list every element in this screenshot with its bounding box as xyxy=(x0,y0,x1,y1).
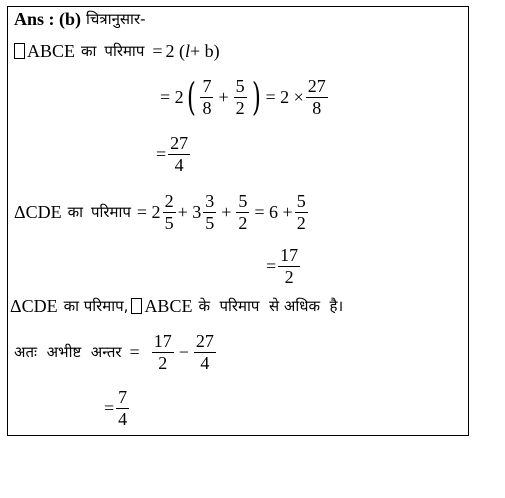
denominator: 2 xyxy=(235,97,245,118)
difference-label: अतः अभीष्ट अन्तर xyxy=(14,343,122,361)
word-ka: का xyxy=(81,42,97,60)
answer-heading xyxy=(14,9,146,29)
answer-box xyxy=(7,6,469,436)
numerator: 5 xyxy=(296,190,306,211)
equals-sign: = xyxy=(156,144,167,164)
denominator: 2 xyxy=(296,212,306,233)
fraction-27-4 xyxy=(194,332,216,373)
denominator: 8 xyxy=(202,97,212,118)
plus-sign: + xyxy=(221,202,232,222)
answer-intro: चित्रानुसार- xyxy=(86,10,146,28)
plus-three: + 3 xyxy=(177,202,202,222)
numerator: 5 xyxy=(238,190,248,211)
denominator: 5 xyxy=(205,212,215,233)
rectangle-symbol-icon xyxy=(14,43,25,59)
final-answer xyxy=(104,385,131,431)
required-difference xyxy=(14,329,218,375)
word-parimap: परिमाप xyxy=(104,42,145,60)
denominator: 4 xyxy=(118,408,128,429)
equals-sign: = xyxy=(104,398,115,418)
numerator: 2 xyxy=(164,190,174,211)
numerator: 5 xyxy=(235,75,245,96)
numerator: 7 xyxy=(118,386,128,407)
shape-name: ABCE xyxy=(144,296,193,316)
numerator: 17 xyxy=(280,244,299,265)
denominator: 2 xyxy=(238,212,248,233)
right-paren: ) xyxy=(251,75,261,119)
denominator: 4 xyxy=(200,352,210,373)
fraction-5-2 xyxy=(236,192,249,233)
fraction-5-2 xyxy=(295,192,308,233)
triangle-name: ΔCDE xyxy=(14,202,62,222)
numerator: 27 xyxy=(170,132,189,153)
fraction-27-8 xyxy=(306,77,328,118)
equals-sign: = xyxy=(266,256,277,276)
denominator: 2 xyxy=(284,266,294,287)
perimeter-cde-formula xyxy=(14,189,310,235)
denominator: 2 xyxy=(158,352,168,373)
fraction-5-2 xyxy=(234,77,247,118)
perimeter-abce-formula xyxy=(14,41,220,61)
equals-six-plus: = 6 + xyxy=(254,202,293,222)
equals-two-times: = 2 × xyxy=(265,87,304,107)
variable-l: l xyxy=(185,41,191,61)
word-parimap: परिमाप xyxy=(90,203,131,221)
numerator: 7 xyxy=(202,75,212,96)
denominator: 8 xyxy=(312,97,322,118)
denominator: 5 xyxy=(164,212,174,233)
triangle-name: ΔCDE xyxy=(10,296,58,316)
perimeter-abce-step xyxy=(160,73,330,121)
fraction-7-4 xyxy=(116,388,129,429)
numerator: 3 xyxy=(205,190,215,211)
fraction-2-5 xyxy=(163,192,176,233)
formula-start: 2 ( xyxy=(165,41,185,61)
denominator: 4 xyxy=(174,154,184,175)
perimeter-cde-result xyxy=(266,243,302,289)
comparison-statement xyxy=(10,296,343,316)
numerator: 27 xyxy=(195,330,214,351)
fraction-7-8 xyxy=(200,77,213,118)
equals-sign: = xyxy=(152,41,163,61)
rectangle-symbol-icon xyxy=(131,298,142,314)
equals-two: = 2 xyxy=(160,87,184,107)
word-ka: का xyxy=(67,203,83,221)
plus-sign: + xyxy=(218,87,229,107)
numerator: 17 xyxy=(153,330,172,351)
comparison-text-2: के परिमाप से अधिक है। xyxy=(198,297,344,315)
minus-sign: − xyxy=(178,342,189,362)
formula-end: + b) xyxy=(190,41,220,61)
equals-two: = 2 xyxy=(136,202,161,222)
answer-label: Ans : (b) xyxy=(14,9,82,29)
numerator: 27 xyxy=(307,75,326,96)
fraction-27-4 xyxy=(168,134,190,175)
perimeter-abce-result xyxy=(156,131,192,177)
shape-name: ABCE xyxy=(27,41,76,61)
left-paren: ( xyxy=(186,75,196,119)
fraction-17-2 xyxy=(152,332,174,373)
equals-sign: = xyxy=(129,342,140,362)
fraction-3-5 xyxy=(203,192,216,233)
fraction-17-2 xyxy=(278,246,300,287)
comparison-text-1: का परिमाप, xyxy=(63,297,129,315)
